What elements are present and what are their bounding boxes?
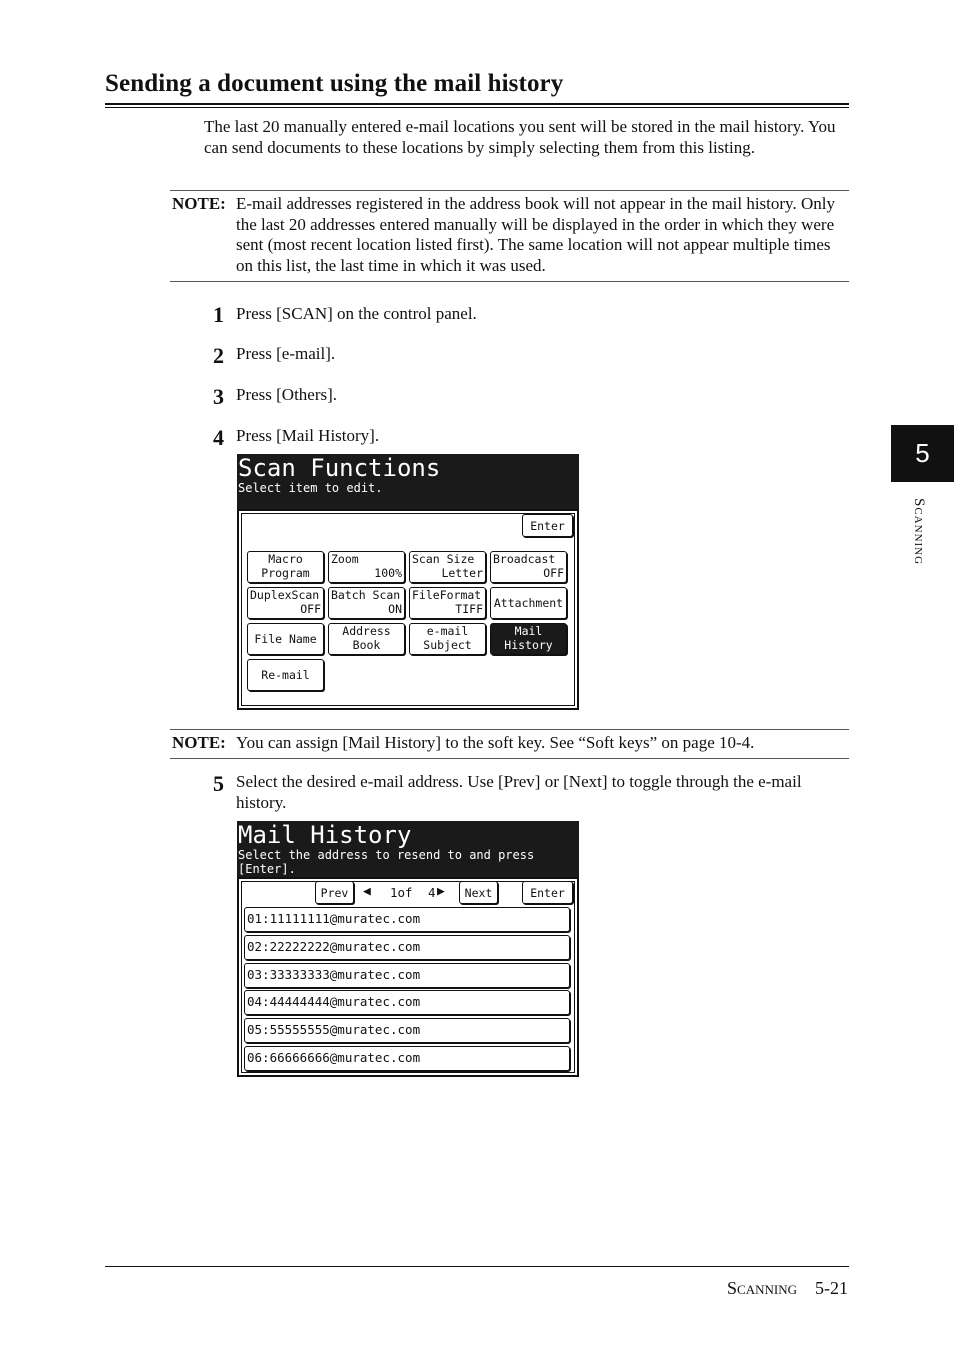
step-3-text: Press [Others]. [236,385,338,404]
chapter-number: 5 [915,438,930,468]
note2-label: NOTE: [172,733,226,752]
email-subject-button[interactable]: e-mail Subject [409,623,486,655]
step-1-text: Press [SCAN] on the control panel. [236,304,477,323]
mail-history-button[interactable]: Mail History [490,623,567,655]
scan-functions-header [237,454,579,509]
file-name-button[interactable]: File Name [247,623,324,655]
step-1-number: 1 [213,302,224,327]
attachment-button[interactable]: Attachment [490,587,567,619]
macro-program-button[interactable]: Macro Program [247,551,324,583]
note1-top-rule [170,190,849,191]
next-button[interactable]: Next [459,881,498,904]
step-5-text: Select the desired e-mail address. Use [Prev] or [Next] to toggle through the e-mail history. [236,772,802,812]
footer-section: Scanning [727,1278,797,1298]
step-5-number: 5 [213,771,224,796]
address-row-04[interactable]: 04:44444444@muratec.com [244,990,570,1015]
scan-functions-subtitle: Select item to edit. [238,481,383,495]
note1-label: NOTE: [172,194,226,213]
step-2-number: 2 [213,343,224,368]
note2-bottom-rule [170,758,849,759]
step-3-number: 3 [213,384,224,409]
left-arrow-icon: ◀ [363,884,371,899]
page-title: Sending a document using the mail history [105,70,564,97]
mail-history-subtitle-2: [Enter]. [238,862,296,876]
address-row-03[interactable]: 03:33333333@muratec.com [244,963,570,988]
step-4-text: Press [Mail History]. [236,426,380,445]
note1-bottom-rule [170,281,849,282]
address-row-01[interactable]: 01:11111111@muratec.com [244,907,570,932]
right-arrow-icon: ▶ [437,884,445,899]
prev-button[interactable]: Prev [315,881,354,904]
intro-paragraph: The last 20 manually entered e-mail locations you sent will be stored in the mail history. You can send documents to these locations by simply selecting them from this listing. [204,117,836,157]
chapter-tab [891,425,954,482]
step-2-text: Press [e-mail]. [236,344,336,363]
note2-text: You can assign [Mail History] to the soft key. See “Soft keys” on page 10-4. [236,733,755,752]
file-format-button[interactable]: FileFormat TIFF [409,587,486,619]
enter-button[interactable]: Enter [522,514,573,537]
address-book-button[interactable]: Address Book [328,623,405,655]
page-total: 4 [428,885,436,900]
batch-scan-button[interactable]: Batch Scan ON [328,587,405,619]
mail-history-subtitle-1: Select the address to resend to and press [238,848,535,862]
scan-size-button[interactable]: Scan Size Letter [409,551,486,583]
footer-page-number: 5-21 [815,1278,848,1298]
title-rule-thin [105,107,849,108]
note1-text: E-mail addresses registered in the address book will not appear in the mail history. Only the last 20 addresses entered manually will be displayed in the order in which they were sent (most recent location listed first). The same location will not appear multiple times on this list, the last time in which it was used. [236,194,835,275]
page-indicator: 1of [390,885,413,900]
zoom-button[interactable]: Zoom 100% [328,551,405,583]
step-4-number: 4 [213,425,224,450]
note2-top-rule [170,729,849,730]
duplex-scan-button[interactable]: DuplexScan OFF [247,587,324,619]
address-row-05[interactable]: 05:55555555@muratec.com [244,1018,570,1043]
mail-history-header [237,821,579,877]
scan-functions-title: Scan Functions [238,454,441,482]
chapter-side-label: Scanning [911,498,927,566]
re-mail-button[interactable]: Re-mail [247,659,324,691]
address-row-02[interactable]: 02:22222222@muratec.com [244,935,570,960]
footer-rule [105,1266,849,1267]
title-rule-thick [105,103,849,105]
mail-history-title: Mail History [238,821,412,849]
enter-button-mail-history[interactable]: Enter [522,881,573,904]
footer [727,1278,848,1299]
address-row-06[interactable]: 06:66666666@muratec.com [244,1046,570,1071]
broadcast-button[interactable]: Broadcast OFF [490,551,567,583]
